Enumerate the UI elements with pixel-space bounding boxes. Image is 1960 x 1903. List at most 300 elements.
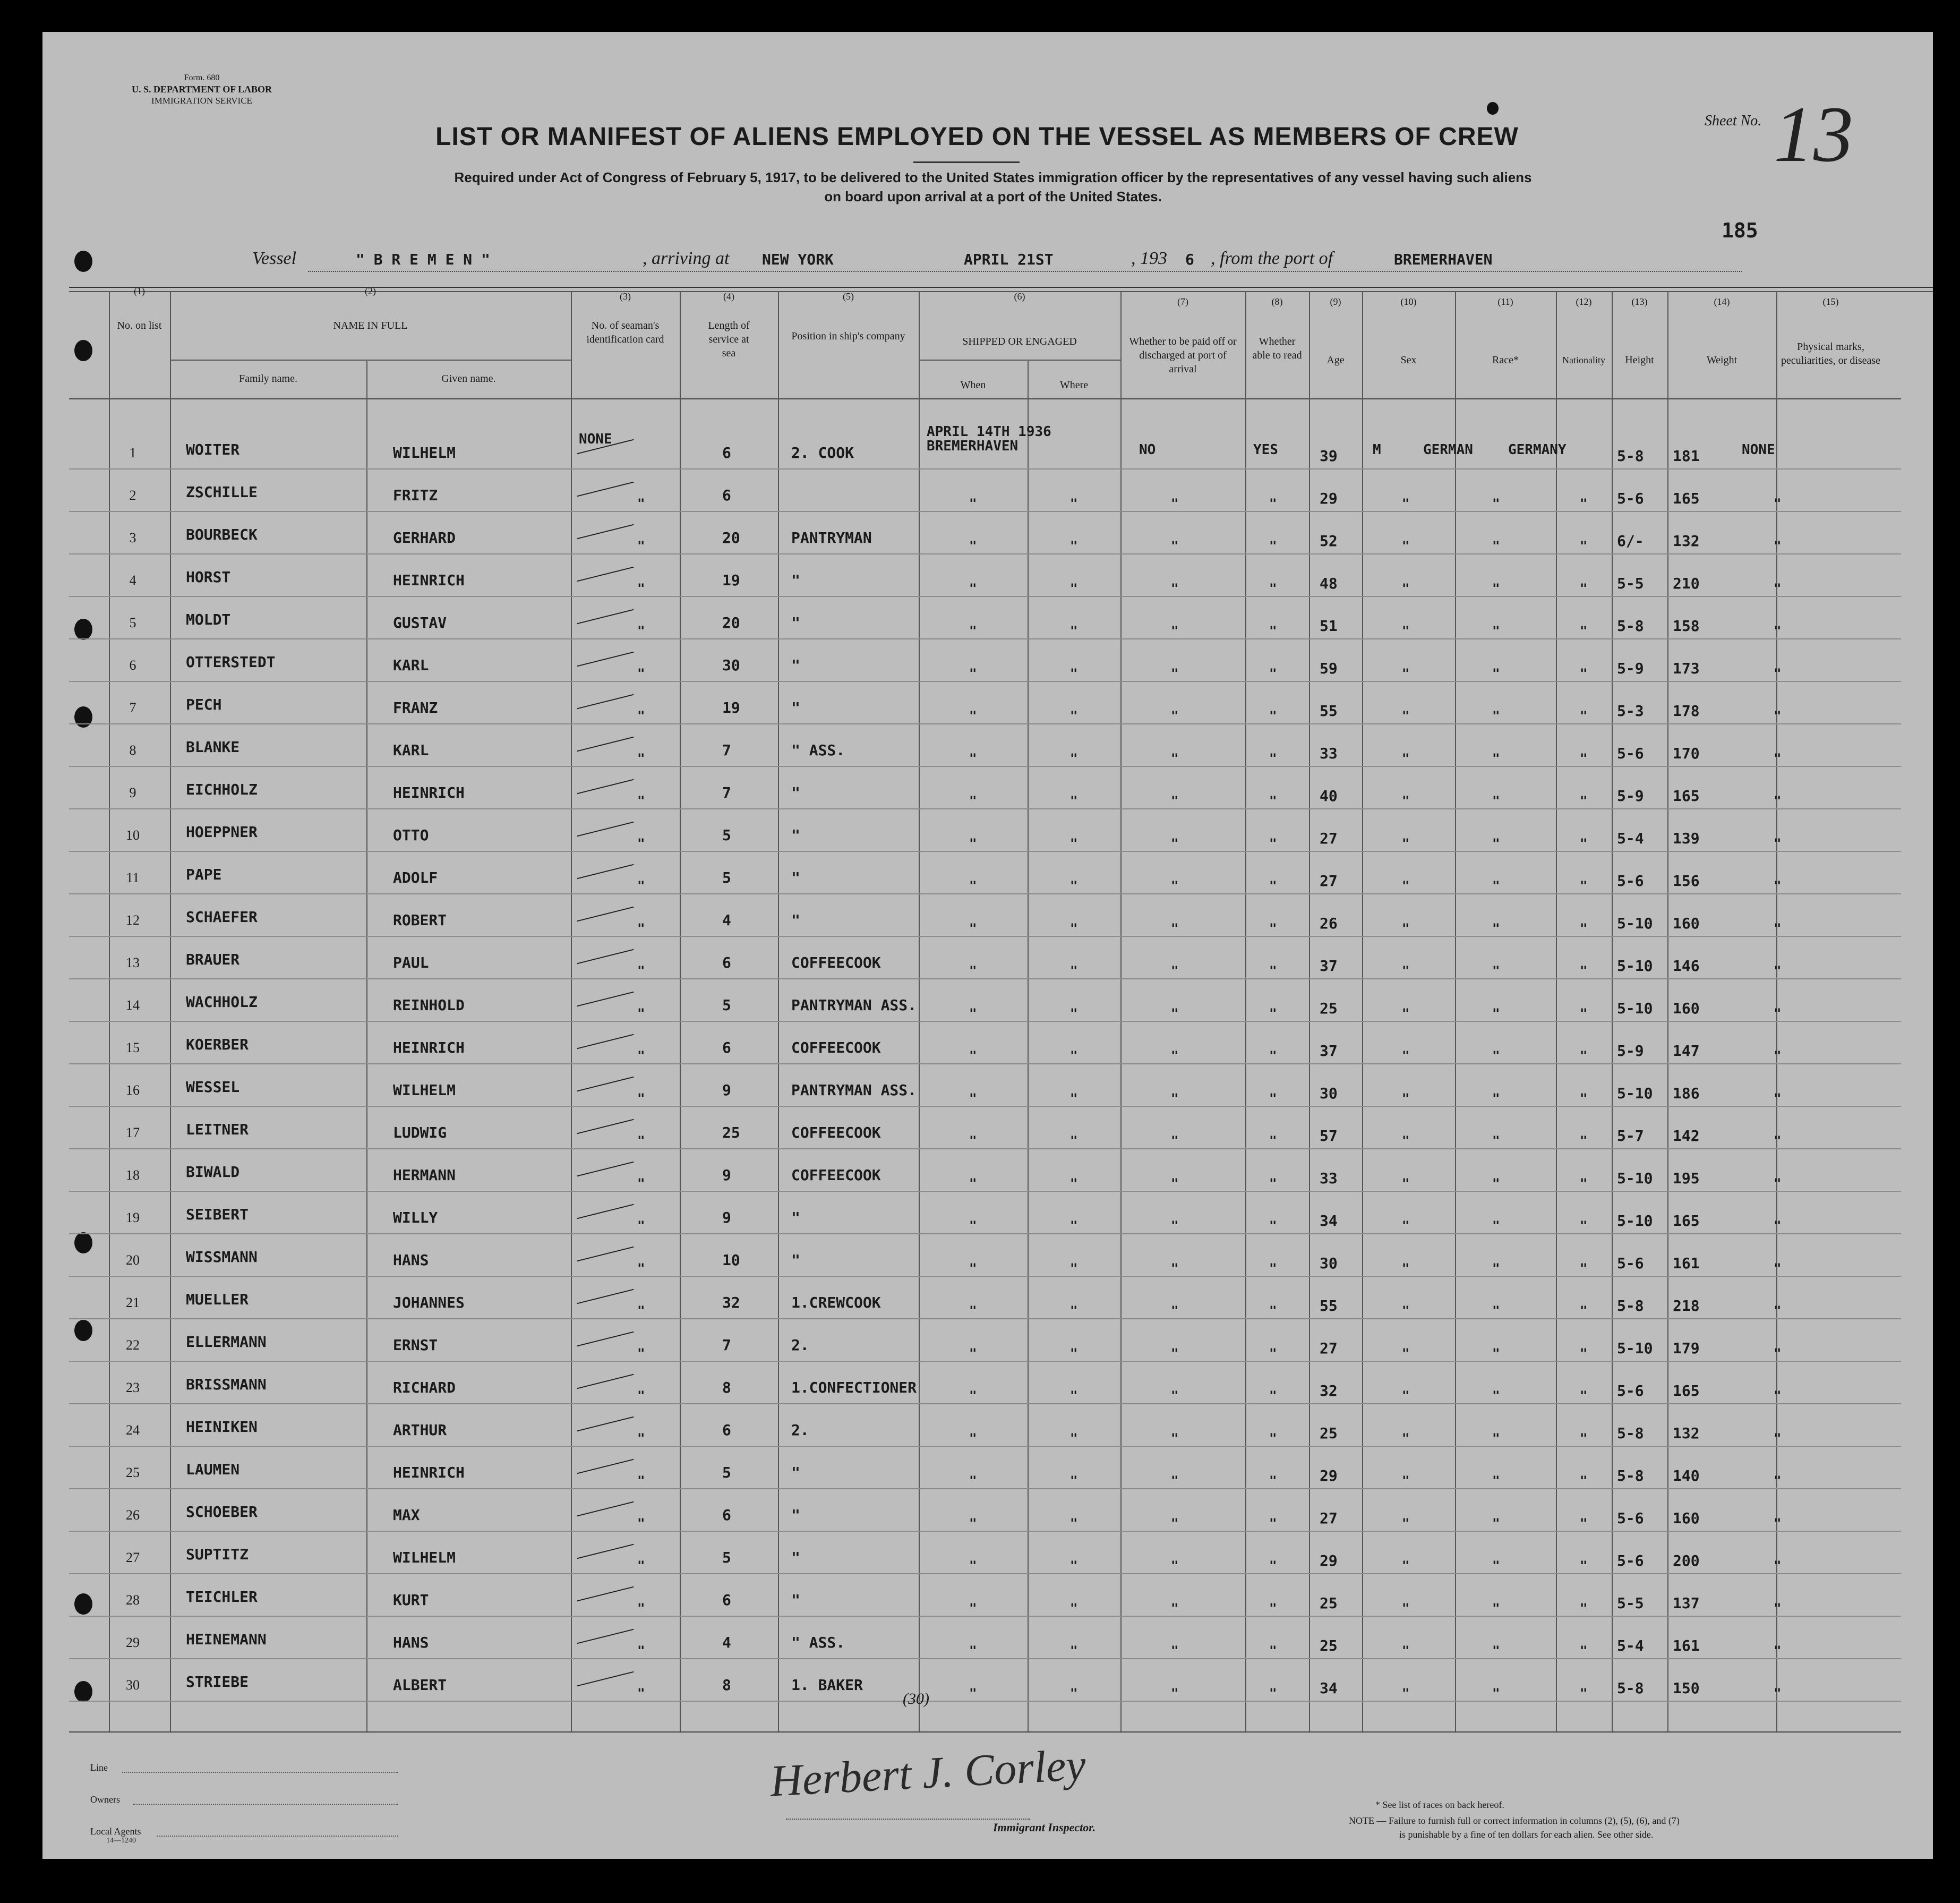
ditto-able-read: "	[1269, 581, 1277, 596]
row-number: 20	[126, 1252, 140, 1268]
ditto-marks: "	[1774, 1091, 1782, 1106]
length-of-service: 6	[722, 1591, 731, 1609]
header-where: Where	[1059, 379, 1089, 391]
family-name: LAUMEN	[186, 1461, 240, 1478]
position: COFFEECOOK	[791, 954, 881, 971]
col-num-11: (11)	[1497, 296, 1513, 307]
family-name: MUELLER	[186, 1291, 249, 1308]
weight: 142	[1673, 1127, 1700, 1145]
weight: 181	[1673, 447, 1700, 465]
given-name: WILLY	[393, 1209, 438, 1226]
age: 29	[1320, 1467, 1338, 1484]
given-name: REINHOLD	[393, 996, 465, 1014]
position: "	[791, 1464, 800, 1481]
height: 5-10	[1617, 1212, 1653, 1230]
length-of-service: 6	[722, 954, 731, 971]
ditto-nationality: "	[1580, 1091, 1588, 1106]
family-name: EICHHOLZ	[186, 781, 258, 798]
row-number: 18	[126, 1167, 140, 1183]
ditto-paid-off: "	[1171, 1218, 1179, 1233]
ditto-where: "	[1070, 1473, 1078, 1488]
height: 5-8	[1617, 1467, 1644, 1484]
ditto-paid-off: "	[1171, 581, 1179, 596]
weight: 178	[1673, 702, 1700, 720]
ditto-when: "	[969, 581, 977, 596]
vessel-name: " B R E M E N "	[356, 251, 490, 268]
ditto-nationality: "	[1580, 496, 1588, 511]
col-line	[1612, 292, 1613, 1731]
family-name: BRAUER	[186, 951, 240, 968]
manifest-sheet	[42, 32, 1933, 1859]
length-of-service: 8	[722, 1379, 731, 1396]
weight: 139	[1673, 830, 1700, 847]
department: U. S. DEPARTMENT OF LABOR	[131, 84, 272, 95]
ditto-paid-off: "	[1171, 1261, 1179, 1276]
length-of-service: 6	[722, 444, 731, 462]
ditto-race: "	[1492, 1516, 1500, 1531]
ditto-id-card: "	[637, 1218, 645, 1233]
ditto-marks: "	[1774, 921, 1782, 936]
check-mark	[577, 737, 634, 752]
ditto-paid-off: "	[1171, 836, 1179, 851]
row-number: 30	[126, 1677, 140, 1693]
ditto-when: "	[969, 1473, 977, 1488]
ditto-nationality: "	[1580, 1261, 1588, 1276]
family-name: SUPTITZ	[186, 1546, 249, 1563]
row-rule	[69, 1403, 1901, 1404]
note-line-2: is punishable by a fine of ten dollars for each alien. See other side.	[1399, 1829, 1654, 1840]
given-name: HEINRICH	[393, 1464, 465, 1481]
ditto-id-card: "	[637, 1686, 645, 1701]
ditto-id-card: "	[637, 581, 645, 596]
row-rule	[69, 1318, 1901, 1319]
binder-hole	[74, 340, 92, 361]
ditto-marks: "	[1774, 1473, 1782, 1488]
ditto-id-card: "	[637, 963, 645, 978]
row-rule	[69, 1361, 1901, 1362]
ditto-race: "	[1492, 1431, 1500, 1446]
subtitle-line-2: on board upon arrival at a port of the United States.	[824, 189, 1162, 204]
row-rule	[69, 681, 1901, 682]
weight: 165	[1673, 1382, 1700, 1399]
height: 5-9	[1617, 1042, 1644, 1060]
ditto-where: "	[1070, 1516, 1078, 1531]
age: 34	[1320, 1679, 1338, 1697]
binder-hole	[74, 1593, 92, 1615]
ditto-when: "	[969, 1516, 977, 1531]
ditto-id-card: "	[637, 1558, 645, 1573]
row-rule	[69, 1488, 1901, 1489]
title-rule	[913, 161, 1020, 163]
ditto-where: "	[1070, 1133, 1078, 1148]
ditto-nationality: "	[1580, 1431, 1588, 1446]
ditto-able-read: "	[1269, 1643, 1277, 1658]
given-name: FRANZ	[393, 699, 438, 716]
position: "	[791, 1506, 800, 1524]
family-name: BRISSMANN	[186, 1376, 267, 1393]
ditto-sex: "	[1402, 921, 1410, 936]
col-num-13: (13)	[1631, 296, 1648, 307]
weight: 160	[1673, 1000, 1700, 1017]
family-name: BIWALD	[186, 1163, 240, 1181]
check-mark	[577, 652, 634, 667]
weight: 137	[1673, 1594, 1700, 1612]
form-number: Form. 680	[184, 73, 220, 82]
ditto-paid-off: "	[1171, 1558, 1179, 1573]
ditto-sex: "	[1402, 1303, 1410, 1318]
ditto-id-card: "	[637, 1091, 645, 1106]
ditto-where: "	[1070, 1218, 1078, 1233]
ditto-sex: "	[1402, 1431, 1410, 1446]
col-line	[1667, 292, 1668, 1731]
check-mark	[577, 1671, 634, 1687]
position: "	[791, 826, 800, 844]
ditto-race: "	[1492, 1473, 1500, 1488]
check-mark	[577, 1629, 634, 1644]
header-given-name: Given name.	[441, 373, 496, 385]
ditto-where: "	[1070, 921, 1078, 936]
header-name-in-full: NAME IN FULL	[333, 320, 408, 331]
given-name: OTTO	[393, 826, 429, 844]
row-number: 10	[126, 827, 140, 843]
binder-hole	[74, 1320, 92, 1341]
ditto-marks: "	[1774, 836, 1782, 851]
ditto-paid-off: "	[1171, 1006, 1179, 1021]
sex-value: M	[1373, 442, 1381, 458]
agents-label: Local Agents	[90, 1826, 141, 1837]
table-bottom-rule	[69, 1731, 1901, 1733]
ditto-sex: "	[1402, 1686, 1410, 1701]
ditto-id-card: "	[637, 1516, 645, 1531]
weight: 150	[1673, 1679, 1700, 1697]
row-rule	[69, 638, 1901, 639]
ditto-able-read: "	[1269, 751, 1277, 766]
ditto-race: "	[1492, 581, 1500, 596]
col-num-12: (12)	[1576, 296, 1592, 307]
height: 6/-	[1617, 532, 1644, 550]
col-num-6: (6)	[1014, 291, 1025, 302]
ditto-where: "	[1070, 1686, 1078, 1701]
ditto-nationality: "	[1580, 1388, 1588, 1403]
row-rule	[69, 1021, 1901, 1022]
ditto-race: "	[1492, 921, 1500, 936]
line-underline	[122, 1772, 398, 1773]
weight: 165	[1673, 1212, 1700, 1230]
row-rule	[69, 1106, 1901, 1107]
ditto-sex: "	[1402, 1473, 1410, 1488]
check-mark	[577, 1077, 634, 1092]
form-code: 14—1240	[106, 1837, 136, 1845]
count-note: (30)	[903, 1690, 929, 1708]
ditto-nationality: "	[1580, 1133, 1588, 1148]
height: 5-10	[1617, 1339, 1653, 1357]
family-name: HORST	[186, 568, 231, 586]
given-name: LUDWIG	[393, 1124, 447, 1141]
row-rule	[69, 511, 1901, 512]
ditto-nationality: "	[1580, 751, 1588, 766]
ditto-race: "	[1492, 1686, 1500, 1701]
ditto-where: "	[1070, 1388, 1078, 1403]
age: 34	[1320, 1212, 1338, 1230]
row-rule	[69, 1616, 1901, 1617]
ditto-when: "	[969, 666, 977, 681]
ditto-id-card: "	[637, 1643, 645, 1658]
height: 5-5	[1617, 1594, 1644, 1612]
check-mark	[577, 524, 634, 540]
given-name: GUSTAV	[393, 614, 447, 632]
given-name: WILHELM	[393, 1081, 456, 1099]
given-name: ERNST	[393, 1336, 438, 1354]
position: 1. BAKER	[791, 1676, 863, 1694]
ditto-race: "	[1492, 878, 1500, 893]
row-number: 28	[126, 1592, 140, 1608]
weight: 200	[1673, 1552, 1700, 1569]
ditto-when: "	[969, 878, 977, 893]
ditto-id-card: "	[637, 1388, 645, 1403]
length-of-service: 5	[722, 996, 731, 1014]
weight: 165	[1673, 787, 1700, 805]
ditto-id-card: "	[637, 1431, 645, 1446]
ditto-race: "	[1492, 1261, 1500, 1276]
header-sex: Sex	[1400, 354, 1417, 366]
weight: 158	[1673, 617, 1700, 635]
sheet-number: 13	[1774, 90, 1853, 178]
row-number: 2	[129, 488, 136, 503]
length-of-service: 7	[722, 1336, 731, 1354]
ditto-able-read: "	[1269, 1218, 1277, 1233]
header-able-read: Whether able to read	[1252, 336, 1302, 361]
ditto-marks: "	[1774, 666, 1782, 681]
col-num-1: (1)	[134, 286, 145, 296]
height: 5-9	[1617, 660, 1644, 677]
ditto-nationality: "	[1580, 836, 1588, 851]
header-physical-marks: Physical marks, peculiarities, or disease	[1781, 341, 1881, 366]
check-mark	[577, 907, 634, 922]
col-line	[571, 292, 572, 1731]
ditto-race: "	[1492, 963, 1500, 978]
row-rule	[69, 936, 1901, 937]
ditto-nationality: "	[1580, 878, 1588, 893]
ditto-marks: "	[1774, 1218, 1782, 1233]
ditto-able-read: "	[1269, 1388, 1277, 1403]
length-of-service: 9	[722, 1081, 731, 1099]
height: 5-6	[1617, 1509, 1644, 1527]
ditto-sex: "	[1402, 1176, 1410, 1191]
ditto-where: "	[1070, 624, 1078, 638]
age: 25	[1320, 1000, 1338, 1017]
length-of-service: 20	[722, 529, 740, 547]
col-line	[1556, 292, 1557, 1731]
ditto-id-card: "	[637, 624, 645, 638]
row-rule	[69, 468, 1901, 470]
ditto-paid-off: "	[1171, 1686, 1179, 1701]
col-line	[919, 292, 920, 1731]
ditto-paid-off: "	[1171, 624, 1179, 638]
ditto-id-card: "	[637, 1176, 645, 1191]
ditto-sex: "	[1402, 1218, 1410, 1233]
age: 40	[1320, 787, 1338, 805]
position: 1.CONFECTIONER	[791, 1379, 917, 1396]
check-mark	[577, 949, 634, 965]
family-name: HEINIKEN	[186, 1418, 258, 1436]
family-name: BLANKE	[186, 738, 240, 756]
ditto-able-read: "	[1269, 624, 1277, 638]
length-of-service: 32	[722, 1294, 740, 1311]
col-line	[1028, 361, 1029, 1731]
height: 5-6	[1617, 872, 1644, 890]
row-number: 16	[126, 1082, 140, 1098]
length-of-service: 30	[722, 656, 740, 674]
height: 5-4	[1617, 1637, 1644, 1654]
length-of-service: 5	[722, 1549, 731, 1566]
row-rule	[69, 1701, 1901, 1702]
position: 1.CREWCOOK	[791, 1294, 881, 1311]
family-name: ZSCHILLE	[186, 483, 258, 501]
ditto-marks: "	[1774, 751, 1782, 766]
length-of-service: 5	[722, 1464, 731, 1481]
length-of-service: 20	[722, 614, 740, 632]
ditto-when: "	[969, 1431, 977, 1446]
given-name: HERMANN	[393, 1166, 456, 1184]
ditto-marks: "	[1774, 1303, 1782, 1318]
age: 30	[1320, 1255, 1338, 1272]
height: 5-8	[1617, 447, 1644, 465]
ditto-sex: "	[1402, 496, 1410, 511]
header-height: Height	[1625, 354, 1654, 366]
ditto-sex: "	[1402, 709, 1410, 723]
weight: 170	[1673, 745, 1700, 762]
check-mark	[577, 1332, 634, 1347]
ditto-marks: "	[1774, 1261, 1782, 1276]
position: 2.	[791, 1421, 809, 1439]
ditto-paid-off: "	[1171, 1091, 1179, 1106]
ditto-paid-off: "	[1171, 539, 1179, 553]
ditto-when: "	[969, 1091, 977, 1106]
family-name: SCHOEBER	[186, 1503, 258, 1521]
header-age: Age	[1326, 354, 1345, 366]
ditto-id-card: "	[637, 666, 645, 681]
ditto-race: "	[1492, 836, 1500, 851]
ditto-id-card: "	[637, 836, 645, 851]
ditto-when: "	[969, 793, 977, 808]
ditto-when: "	[969, 1218, 977, 1233]
signature-underline	[786, 1819, 1030, 1820]
ditto-paid-off: "	[1171, 496, 1179, 511]
weight: 210	[1673, 575, 1700, 592]
col-line	[109, 292, 110, 1731]
weight: 160	[1673, 915, 1700, 932]
ditto-marks: "	[1774, 1176, 1782, 1191]
ditto-marks: "	[1774, 581, 1782, 596]
height: 5-3	[1617, 702, 1644, 720]
ditto-id-card: "	[637, 1133, 645, 1148]
row-number: 14	[126, 997, 140, 1013]
family-name: PECH	[186, 696, 222, 713]
row-rule	[69, 1658, 1901, 1659]
given-name: HANS	[393, 1251, 429, 1269]
position: 2.	[791, 1336, 809, 1354]
position: "	[791, 571, 800, 589]
height: 5-10	[1617, 1000, 1653, 1017]
ditto-able-read: "	[1269, 1558, 1277, 1573]
ditto-nationality: "	[1580, 1686, 1588, 1701]
ditto-race: "	[1492, 1303, 1500, 1318]
age: 57	[1320, 1127, 1338, 1145]
ditto-able-read: "	[1269, 1176, 1277, 1191]
ditto-sex: "	[1402, 793, 1410, 808]
height: 5-5	[1617, 575, 1644, 592]
ditto-sex: "	[1402, 1133, 1410, 1148]
year-suffix: 6	[1185, 251, 1194, 268]
length-of-service: 7	[722, 784, 731, 801]
ditto-marks: "	[1774, 1558, 1782, 1573]
position: "	[791, 699, 800, 716]
row-number: 6	[129, 658, 136, 673]
age: 39	[1320, 447, 1338, 465]
ditto-id-card: "	[637, 1261, 645, 1276]
age: 37	[1320, 957, 1338, 975]
given-name: HANS	[393, 1634, 429, 1651]
age: 27	[1320, 1339, 1338, 1357]
ditto-able-read: "	[1269, 1473, 1277, 1488]
ditto-when: "	[969, 1133, 977, 1148]
position: "	[791, 1549, 800, 1566]
age: 27	[1320, 872, 1338, 890]
port-of-departure: BREMERHAVEN	[1394, 251, 1493, 268]
check-mark	[577, 1162, 634, 1177]
check-mark	[577, 482, 634, 497]
ditto-id-card: "	[637, 1006, 645, 1021]
position: "	[791, 1591, 800, 1609]
ditto-id-card: "	[637, 793, 645, 808]
ditto-race: "	[1492, 1176, 1500, 1191]
check-mark	[577, 1119, 634, 1134]
header-shipped: SHIPPED OR ENGAGED	[962, 336, 1077, 347]
age: 25	[1320, 1637, 1338, 1654]
owners-underline	[133, 1804, 398, 1805]
ditto-where: "	[1070, 1431, 1078, 1446]
ditto-nationality: "	[1580, 709, 1588, 723]
ditto-when: "	[969, 1048, 977, 1063]
vessel-line	[42, 244, 1933, 276]
ditto-id-card: "	[637, 1303, 645, 1318]
family-name: HOEPPNER	[186, 823, 258, 841]
row-rule	[69, 1191, 1901, 1192]
age: 33	[1320, 1170, 1338, 1187]
shipped-where: BREMERHAVEN	[927, 438, 1018, 454]
given-name: WILHELM	[393, 444, 456, 462]
given-name: KARL	[393, 741, 429, 759]
ditto-nationality: "	[1580, 1048, 1588, 1063]
ditto-paid-off: "	[1171, 921, 1179, 936]
position: " ASS.	[791, 1634, 845, 1651]
weight: 218	[1673, 1297, 1700, 1315]
height: 5-6	[1617, 1382, 1644, 1399]
ditto-nationality: "	[1580, 1303, 1588, 1318]
height: 5-6	[1617, 1552, 1644, 1569]
col-line	[1362, 292, 1363, 1731]
row-number: 23	[126, 1380, 140, 1395]
height: 5-8	[1617, 1424, 1644, 1442]
ditto-race: "	[1492, 1558, 1500, 1573]
height: 5-7	[1617, 1127, 1644, 1145]
ditto-when: "	[969, 836, 977, 851]
height: 5-4	[1617, 830, 1644, 847]
ditto-race: "	[1492, 1601, 1500, 1616]
ditto-race: "	[1492, 1133, 1500, 1148]
ditto-sex: "	[1402, 1643, 1410, 1658]
ditto-when: "	[969, 1643, 977, 1658]
